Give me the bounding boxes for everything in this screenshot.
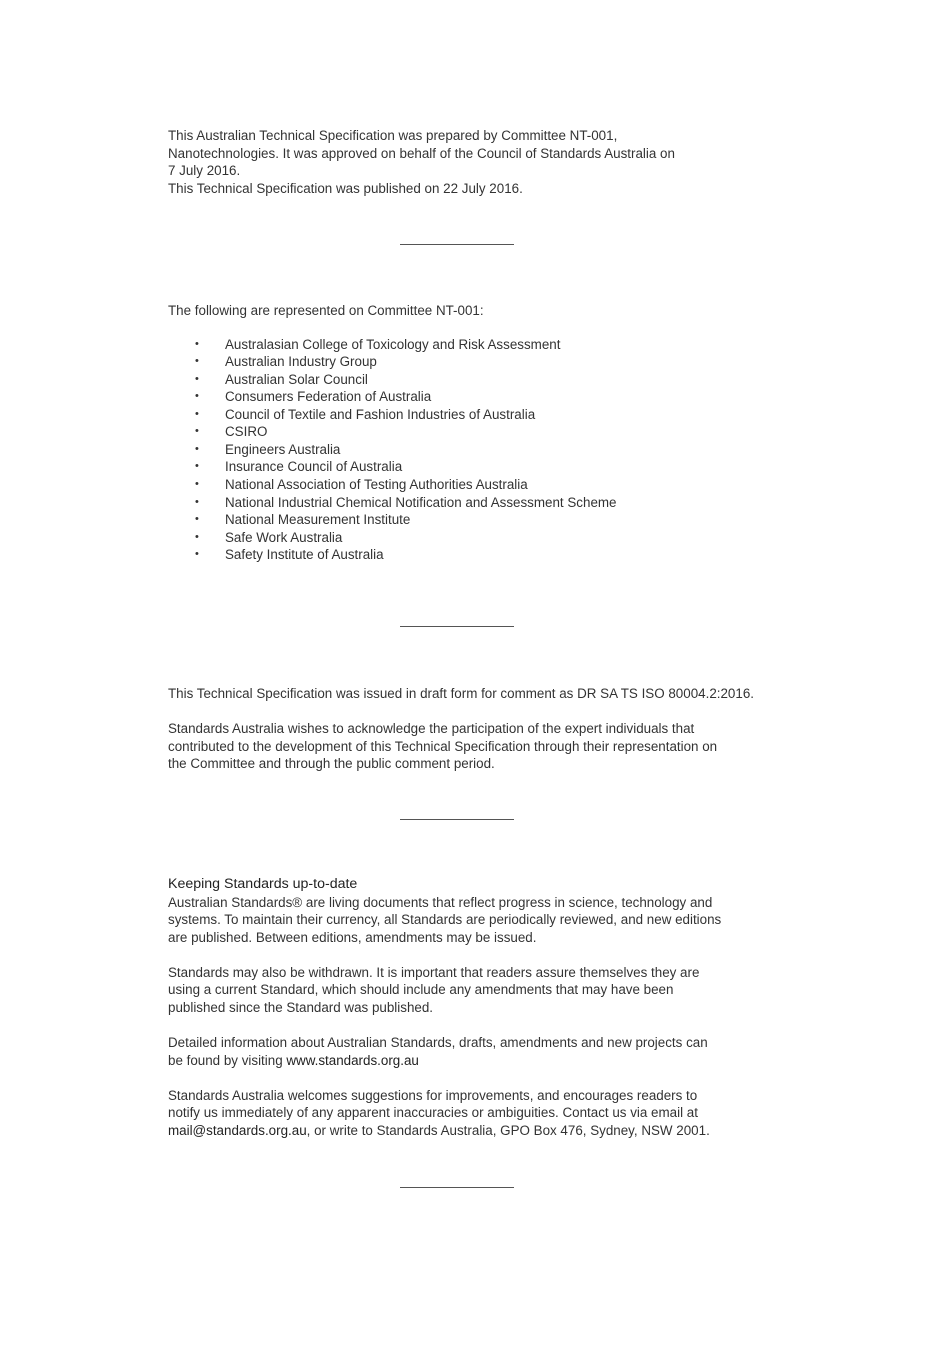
website-link[interactable]: www.standards.org.au bbox=[286, 1052, 419, 1068]
approval-line: Nanotechnologies. It was approved on behalf of the Council of Standards Australia on bbox=[168, 145, 675, 161]
publication-line: This Technical Specification was published on 22 July 2016. bbox=[168, 180, 523, 196]
paragraph bbox=[168, 1034, 768, 1069]
bullet-icon: • bbox=[195, 442, 199, 455]
bullet-icon: • bbox=[195, 495, 199, 508]
member-name: Council of Textile and Fashion Industries of Australia bbox=[225, 406, 536, 422]
paragraph-line: Detailed information about Australian Standards, drafts, amendments and new projects can bbox=[168, 1035, 708, 1051]
section-heading: Keeping Standards up-to-date bbox=[168, 876, 358, 892]
list-item bbox=[168, 511, 768, 529]
member-name: Australian Industry Group bbox=[225, 354, 377, 370]
bullet-icon: • bbox=[195, 407, 199, 420]
paragraph-line bbox=[168, 1122, 768, 1140]
paragraph-line bbox=[168, 1052, 768, 1070]
email-link[interactable]: mail@standards.org.au bbox=[168, 1123, 307, 1139]
section-divider bbox=[400, 1187, 514, 1188]
section-divider bbox=[400, 244, 514, 245]
paragraph-line: are published. Between editions, amendments may be issued. bbox=[168, 929, 537, 945]
bullet-icon: • bbox=[195, 460, 199, 473]
paragraph-line: systems. To maintain their currency, all Standards are periodically reviewed, and new editions bbox=[168, 912, 722, 928]
list-item bbox=[168, 529, 768, 547]
member-name: CSIRO bbox=[225, 424, 268, 440]
member-name: National Measurement Institute bbox=[225, 512, 411, 528]
list-item bbox=[168, 406, 768, 424]
section-divider bbox=[400, 626, 514, 627]
acknowledgement-line: the Committee and through the public comment period. bbox=[168, 756, 495, 772]
list-item bbox=[168, 441, 768, 459]
list-item bbox=[168, 423, 768, 441]
member-name: Engineers Australia bbox=[225, 441, 341, 457]
bullet-icon: • bbox=[195, 337, 199, 350]
draft-line: This Technical Specification was issued in draft form for comment as DR SA TS ISO 80004.2:2016. bbox=[168, 686, 754, 701]
paragraph-text: , or write to Standards Australia, GPO Box 476, Sydney, NSW 2001. bbox=[306, 1123, 710, 1139]
bullet-icon: • bbox=[195, 425, 199, 438]
list-item bbox=[168, 494, 768, 512]
committee-member-list bbox=[168, 336, 768, 564]
paragraph bbox=[168, 964, 768, 1017]
approval-statement bbox=[168, 127, 768, 197]
member-name: Safe Work Australia bbox=[225, 529, 343, 545]
member-name: National Industrial Chemical Notification and Assessment Scheme bbox=[225, 494, 617, 510]
bullet-icon: • bbox=[195, 355, 199, 368]
acknowledgement-line: contributed to the development of this Technical Specification through their representation on bbox=[168, 738, 718, 754]
list-item bbox=[168, 353, 768, 371]
acknowledgement bbox=[168, 720, 768, 773]
paragraph bbox=[168, 1087, 768, 1140]
committee-section bbox=[168, 302, 768, 564]
bullet-icon: • bbox=[195, 513, 199, 526]
paragraph-line: notify us immediately of any apparent inaccuracies or ambiguities. Contact us via email at bbox=[168, 1105, 698, 1121]
approval-line: 7 July 2016. bbox=[168, 163, 241, 179]
list-item bbox=[168, 546, 768, 564]
section-divider bbox=[400, 819, 514, 820]
paragraph bbox=[168, 894, 768, 947]
paragraph-line: Standards may also be withdrawn. It is important that readers assure themselves they are bbox=[168, 964, 700, 980]
draft-statement bbox=[168, 685, 768, 703]
paragraph-line: published since the Standard was published. bbox=[168, 1000, 434, 1016]
member-name: Insurance Council of Australia bbox=[225, 459, 403, 475]
paragraph-line: Standards Australia welcomes suggestions for improvements, and encourages readers to bbox=[168, 1087, 698, 1103]
list-item bbox=[168, 388, 768, 406]
committee-intro: The following are represented on Committee NT-001: bbox=[168, 303, 484, 318]
bullet-icon: • bbox=[195, 477, 199, 490]
member-name: Safety Institute of Australia bbox=[225, 547, 384, 563]
member-name: Consumers Federation of Australia bbox=[225, 389, 432, 405]
paragraph-line: using a current Standard, which should include any amendments that may have been bbox=[168, 982, 674, 998]
approval-line: This Australian Technical Specification was prepared by Committee NT-001, bbox=[168, 128, 618, 143]
member-name: Australasian College of Toxicology and Risk Assessment bbox=[225, 336, 561, 352]
keeping-standards-section bbox=[168, 876, 768, 1140]
acknowledgement-line: Standards Australia wishes to acknowledge the participation of the expert individuals that bbox=[168, 721, 695, 736]
bullet-icon: • bbox=[195, 548, 199, 561]
list-item bbox=[168, 371, 768, 389]
member-name: National Association of Testing Authorities Australia bbox=[225, 476, 528, 492]
member-name: Australian Solar Council bbox=[225, 371, 368, 387]
list-item bbox=[168, 458, 768, 476]
bullet-icon: • bbox=[195, 530, 199, 543]
list-item bbox=[168, 336, 768, 354]
paragraph-line: Australian Standards® are living documents that reflect progress in science, technology and bbox=[168, 894, 713, 910]
paragraph-text: be found by visiting bbox=[168, 1052, 287, 1068]
list-item bbox=[168, 476, 768, 494]
bullet-icon: • bbox=[195, 372, 199, 385]
bullet-icon: • bbox=[195, 390, 199, 403]
